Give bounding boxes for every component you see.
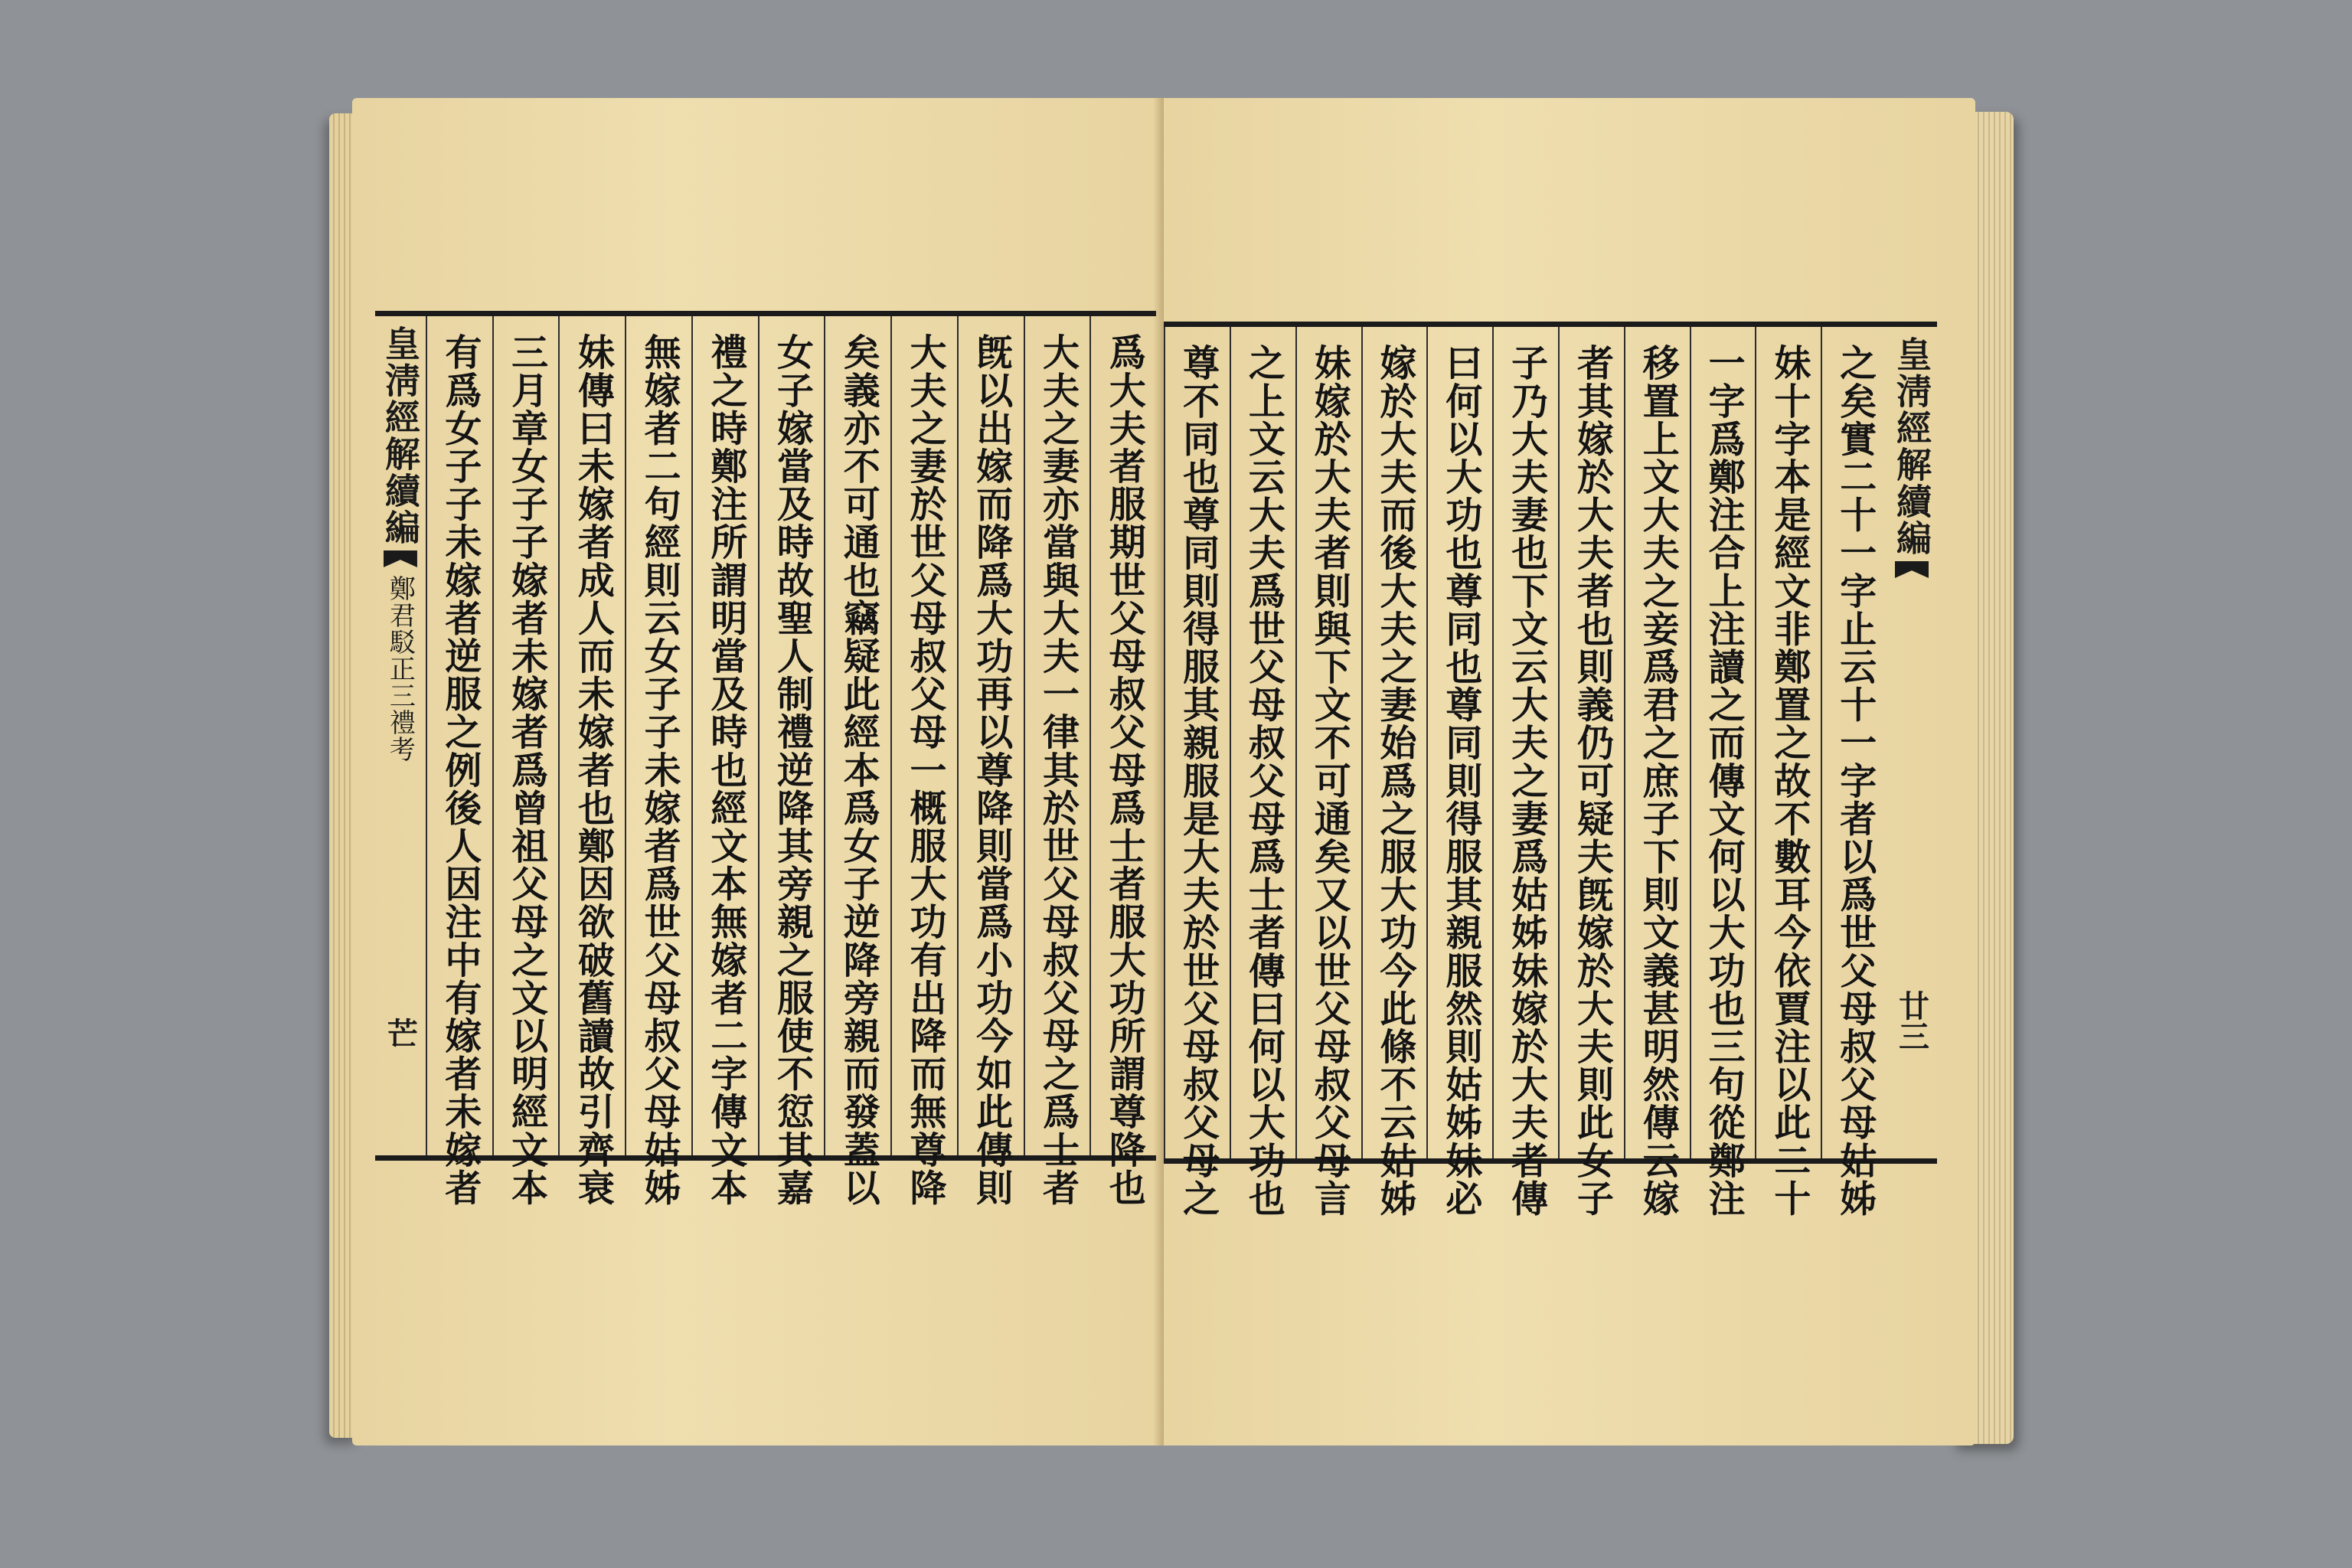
left-page-columns <box>375 316 1156 1207</box>
column-text: 妹嫁於大夫者則與下文不可通矣又以世父母叔父母言 <box>1308 344 1351 1217</box>
column-text: 妹十字本是經文非鄭置之故不數耳今依賈注以此二十 <box>1767 344 1811 1217</box>
text-column <box>625 316 691 1207</box>
column-text: 大夫之妻於世父母叔父母一概服大功有出降而無尊降 <box>903 333 947 1207</box>
text-column <box>492 316 559 1207</box>
column-text: 之矣實二十一字止云十一字者以爲世父母叔父母姑姊 <box>1833 344 1877 1217</box>
text-column <box>558 316 625 1207</box>
text-column <box>1089 316 1156 1207</box>
column-text: 女子嫁當及時故聖人制禮逆降其旁親之服使不愆其嘉 <box>770 333 814 1207</box>
text-column <box>1230 327 1295 1217</box>
text-column <box>1295 327 1361 1217</box>
text-column <box>691 316 758 1207</box>
right-page <box>1164 98 1975 1446</box>
collection-title: 皇淸經解續編 <box>1891 336 1932 557</box>
text-column <box>890 316 957 1207</box>
text-column <box>1755 327 1821 1217</box>
text-column <box>1426 327 1492 1217</box>
text-column <box>758 316 825 1207</box>
column-text: 尊不同也尊同則得服其親服是大夫於世父母叔父母之 <box>1176 344 1220 1217</box>
column-text: 嫁於大夫而後大夫之妻始爲之服大功今此條不云姑姊 <box>1374 344 1416 1217</box>
folio-number: 芒 <box>382 1018 419 1048</box>
block-heart-margin <box>375 316 426 1155</box>
column-text: 大夫之妻亦當與大夫一律其於世父母叔父母之爲士者 <box>1036 333 1080 1207</box>
fish-tail-mark-icon <box>384 550 417 567</box>
column-text: 曰何以大功也尊同也尊同則得服其親服然則姑姊妹必 <box>1439 344 1482 1217</box>
section-title: 鄭君駁正三禮考 <box>384 575 416 763</box>
fish-tail-mark-icon <box>1895 561 1929 578</box>
text-column <box>1164 327 1230 1217</box>
left-page <box>352 98 1164 1446</box>
text-column <box>1361 327 1427 1217</box>
column-text: 有爲女子子未嫁者逆服之例後人因注中有嫁者未嫁者 <box>438 333 482 1207</box>
text-column <box>1558 327 1624 1217</box>
collection-title: 皇淸經解續編 <box>379 325 421 546</box>
column-text: 矣義亦不可通也竊疑此經本爲女子逆降旁親而發蓋以 <box>837 333 880 1207</box>
column-text: 無嫁者二句經則云女子子未嫁者爲世父母叔父母姑姊 <box>638 333 681 1207</box>
text-column <box>1690 327 1756 1217</box>
text-column <box>1492 327 1558 1217</box>
left-page-frame <box>375 311 1156 1207</box>
text-column <box>824 316 890 1207</box>
column-text: 三月章女子子嫁者未嫁者爲曾祖父母之文以明經文本 <box>505 333 548 1207</box>
open-book <box>345 90 2014 1468</box>
text-column <box>1624 327 1690 1217</box>
column-text: 子乃大夫妻也下文云大夫之妻爲姑姊妹嫁於大夫者傳 <box>1504 344 1548 1217</box>
text-column <box>1821 327 1886 1217</box>
column-text: 妹傳曰未嫁者成人而未嫁者也鄭因欲破舊讀故引齊衰 <box>571 333 615 1207</box>
right-page-columns <box>1164 327 1937 1217</box>
text-column <box>426 316 492 1207</box>
column-text: 旣以出嫁而降爲大功再以尊降則當爲小功今如此傳則 <box>969 333 1013 1207</box>
folio-number: 廿三 <box>1893 990 1930 1051</box>
column-text: 一字爲鄭注合上注讀之而傳文何以大功也三句從鄭注 <box>1702 344 1746 1217</box>
column-text: 者其嫁於大夫者也則義仍可疑夫旣嫁於大夫則此女子 <box>1570 344 1614 1217</box>
text-column <box>1024 316 1090 1207</box>
text-column <box>957 316 1024 1207</box>
column-text: 移置上文大夫之妾爲君之庶子下則文義甚明然傳云嫁 <box>1636 344 1680 1217</box>
right-page-frame <box>1164 322 1937 1217</box>
column-text: 爲大夫者服期世父母叔父母爲士者服大功所謂尊降也 <box>1102 333 1146 1207</box>
block-heart-margin <box>1886 327 1937 1158</box>
column-text: 禮之時鄭注所謂明當及時也經文本無嫁者二字傳文本 <box>704 333 747 1207</box>
column-text: 之上文云大夫爲世父母叔父母爲士者傳曰何以大功也 <box>1242 344 1285 1217</box>
